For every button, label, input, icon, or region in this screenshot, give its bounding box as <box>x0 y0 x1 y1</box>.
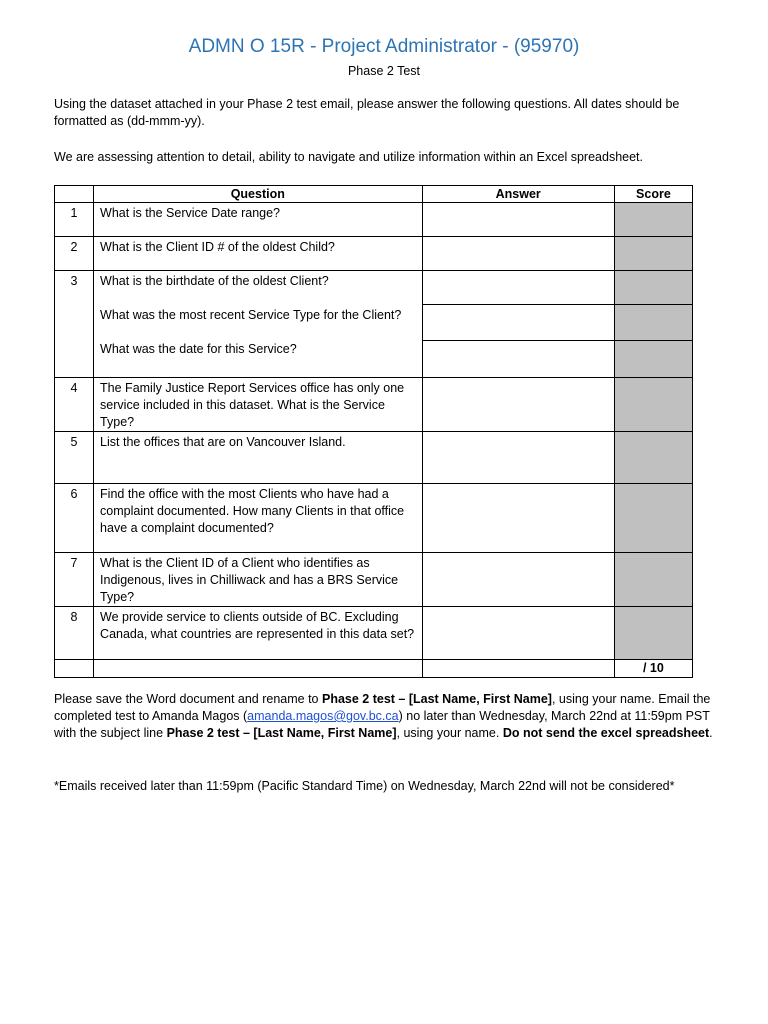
question-number: 2 <box>55 237 94 271</box>
instruction-text: Please save the Word document and rename to <box>54 692 322 706</box>
table-row <box>55 378 693 432</box>
question-number: 3 <box>55 271 94 378</box>
header-score: Score <box>614 186 692 203</box>
submission-instructions <box>54 691 714 742</box>
header-number <box>55 186 94 203</box>
score-cell[interactable] <box>614 378 692 432</box>
instruction-text: . <box>709 726 713 740</box>
answer-cell[interactable] <box>423 341 614 377</box>
answer-cell[interactable] <box>423 271 614 305</box>
instruction-text: , using your name. Email the completed test to Amanda Magos ( <box>54 692 711 723</box>
table-total-row <box>55 660 693 678</box>
question-text: What is the Client ID of a Client who identifies as Indigenous, lives in Chilliwack and has a BRS Service Type? <box>94 553 423 607</box>
total-empty-cell <box>55 660 94 678</box>
score-cell[interactable] <box>615 305 692 341</box>
deadline-notice: *Emails received later than 11:59pm (Pacific Standard Time) on Wednesday, March 22nd will not be considered* <box>54 779 675 793</box>
question-number: 8 <box>55 607 94 660</box>
question-text: What is the Client ID # of the oldest Child? <box>94 237 423 271</box>
answer-cell[interactable] <box>422 432 614 484</box>
table-row <box>55 237 693 271</box>
score-cell[interactable] <box>615 341 692 377</box>
document-subtitle: Phase 2 Test <box>347 64 421 78</box>
answer-cell[interactable] <box>422 203 614 237</box>
question-number: 6 <box>55 484 94 553</box>
question-text: What is the Service Date range? <box>94 203 423 237</box>
total-empty-cell <box>422 660 614 678</box>
answer-cell[interactable] <box>422 237 614 271</box>
score-cell[interactable] <box>614 203 692 237</box>
score-cell-group <box>614 271 692 378</box>
score-cell[interactable] <box>614 553 692 607</box>
question-text: The Family Justice Report Services office has only one service included in this dataset. What is the Service Type? <box>94 378 423 432</box>
answer-cell[interactable] <box>423 305 614 341</box>
question-text: List the offices that are on Vancouver Island. <box>94 432 423 484</box>
table-header-row <box>55 186 693 203</box>
question-number: 7 <box>55 553 94 607</box>
table-row <box>55 432 693 484</box>
table-row <box>55 203 693 237</box>
score-cell[interactable] <box>614 484 692 553</box>
score-cell[interactable] <box>615 271 692 305</box>
question-text: We provide service to clients outside of BC. Excluding Canada, what countries are represented in this data set? <box>94 607 423 660</box>
total-score: / 10 <box>614 660 692 678</box>
questions-table <box>54 185 693 678</box>
question-number: 1 <box>55 203 94 237</box>
warning-text: Do not send the excel spreadsheet <box>502 726 710 740</box>
intro-assessment-note: We are assessing attention to detail, ability to navigate and utilize information within an Excel spreadsheet. <box>54 150 643 164</box>
intro-instructions: Using the dataset attached in your Phase 2 test email, please answer the following questions. All dates should be formatted as (dd-mmm-yy). <box>54 97 680 128</box>
answer-cell[interactable] <box>422 607 614 660</box>
answer-cell[interactable] <box>422 553 614 607</box>
instruction-text: , using your name. <box>396 726 503 740</box>
header-question: Question <box>94 186 423 203</box>
answer-cell[interactable] <box>422 378 614 432</box>
header-answer: Answer <box>422 186 614 203</box>
question-text: What was the most recent Service Type for the Client? <box>100 308 402 322</box>
table-row <box>55 553 693 607</box>
table-row <box>55 271 693 378</box>
score-cell[interactable] <box>614 432 692 484</box>
question-text-group <box>94 271 423 378</box>
instruction-text: ) no later than Wednesday, March 22nd at 11:59pm PST with the subject line <box>54 709 710 740</box>
question-text: What is the birthdate of the oldest Client? <box>100 274 329 288</box>
email-link[interactable]: amanda.magos@gov.bc.ca <box>247 709 399 723</box>
question-text: Find the office with the most Clients who have had a complaint documented. How many Clients in that office have a complaint documented? <box>94 484 423 553</box>
question-number: 4 <box>55 378 94 432</box>
filename-format: Phase 2 test – [Last Name, First Name] <box>321 692 552 706</box>
total-empty-cell <box>94 660 423 678</box>
score-cell[interactable] <box>614 607 692 660</box>
table-row <box>55 607 693 660</box>
question-number: 5 <box>55 432 94 484</box>
table-row <box>55 484 693 553</box>
answer-cell-group <box>422 271 614 378</box>
document-title: ADMN O 15R - Project Administrator - (95970) <box>188 36 580 57</box>
score-cell[interactable] <box>614 237 692 271</box>
answer-cell[interactable] <box>422 484 614 553</box>
question-text: What was the date for this Service? <box>100 342 297 356</box>
subject-line-format: Phase 2 test – [Last Name, First Name] <box>166 726 397 740</box>
